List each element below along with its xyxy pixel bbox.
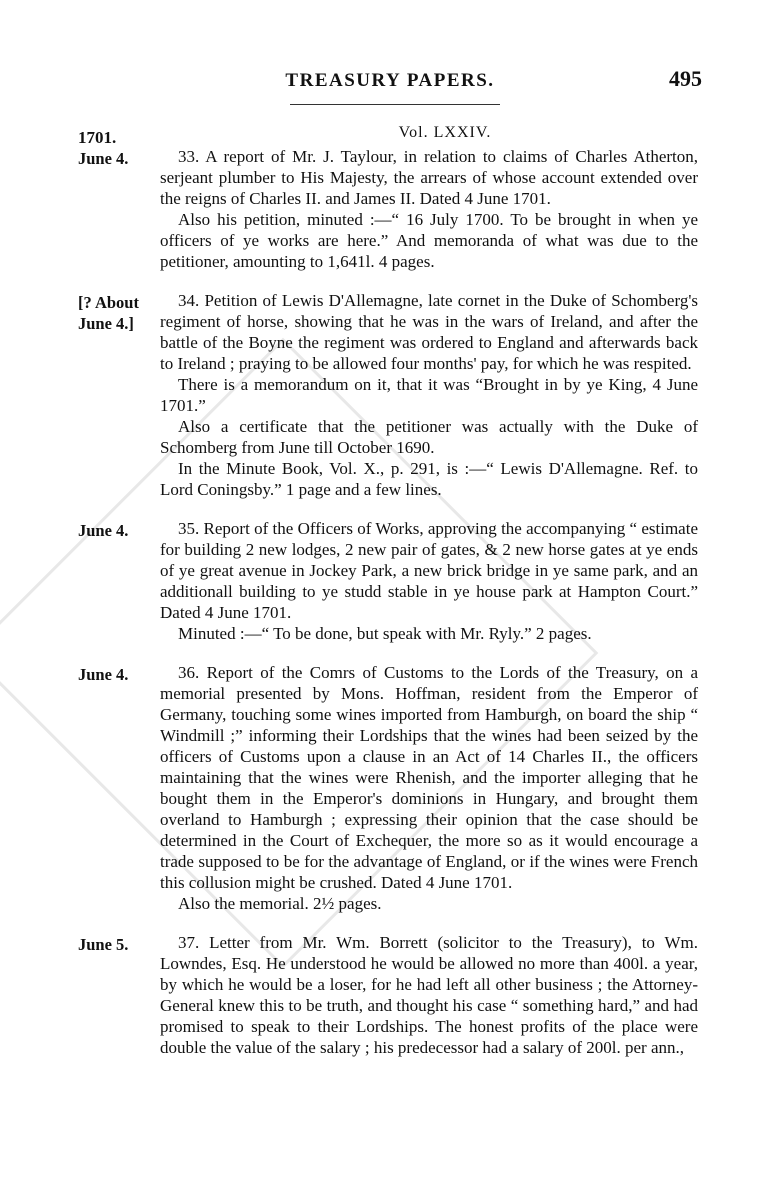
entry-paragraph: There is a memorandum on it, that it was “Brought in by ye King, 4 June 1701.” [160, 375, 698, 415]
entry-paragraph: 33. A report of Mr. J. Taylour, in relation to claims of Charles Atherton, serjeant plumber to His Majesty, the arrears of whose account extended over the reigns of Charles II. and James II. Dated 4 June 1701. [160, 147, 698, 208]
entry-paragraph: Also the memorial. 2½ pages. [178, 894, 382, 913]
entry-date: June 4. [78, 149, 129, 168]
entry-paragraph: In the Minute Book, Vol. X., p. 291, is :—“ Lewis D'Allemagne. Ref. to Lord Coningsby.” 1 page and a few lines. [160, 459, 698, 499]
entry-paragraph: 36. Report of the Comrs of Customs to the Lords of the Treasury, on a memorial presented by Mons. Hoffman, resident from the Emperor of Germany, touching some wines imported from Hamburgh, on board the ship “ Windmill ;” informing their Lordships that the wines had been seized by the officers of Customs upon a clause in an Act of 14 Charles II., the officers maintaining that the wines were Rhenish, and the importer alleging that he bought them in the Emperor's dominions in Hungary, and brought them overland to Hamburgh ; expressing their opinion that the case should be determined in the Court of Exchequer, the more so as it would encourage a trade supposed to be for the advantage of England, or if the wines were French this collusion might be crushed. Dated 4 June 1701. [160, 663, 698, 892]
entry-paragraph: 37. Letter from Mr. Wm. Borrett (solicitor to the Treasury), to Wm. Lowndes, Esq. He understood he would be allowed no more than 400l. a year, by which he would be a loser, for he had left all other business ; the Attorney-General knew this to be truth, and thought his case “ something hard,” and had promised to speak to their Lordships. The honest profits of the place were double the value of the salary ; his predecessor had a salary of 200l. per ann., [160, 933, 698, 1057]
entry-paragraph: Minuted :—“ To be done, but speak with Mr. Ryly.” 2 pages. [178, 624, 592, 643]
volume-heading: Vol. LXXIV. [398, 124, 492, 141]
entry-34 [78, 290, 698, 500]
year-label: 1701. [78, 128, 117, 147]
entry-date: June 4. [78, 521, 129, 540]
entry-paragraph: 34. Petition of Lewis D'Allemagne, late cornet in the Duke of Schomberg's regiment of horse, showing that he was in the wars of Ireland, and after the battle of the Boyne the regiment was ordered to England and afterwards back to Ireland ; praying to be allowed four months' pay, for which he was respited. [160, 291, 698, 373]
entry-date: June 5. [78, 935, 129, 954]
header-rule [290, 104, 500, 105]
entry-paragraph: Also his petition, minuted :—“ 16 July 1700. To be brought in when ye officers of ye works are here.” And memoranda of what was due to the petitioner, amounting to 1,641l. 4 pages. [160, 210, 698, 271]
entry-35 [78, 518, 698, 644]
page-header [78, 66, 702, 100]
entry-paragraph: Also a certificate that the petitioner was actually with the Duke of Schomberg from June till October 1690. [160, 417, 698, 457]
entry-date: [? About June 4.] [78, 293, 139, 333]
entry-date: June 4. [78, 665, 129, 684]
entry-paragraph: 35. Report of the Officers of Works, approving the accompanying “ estimate for building 2 new lodges, 2 new pair of gates, & 2 new horse gates at ye ends of ye great avenue in Jockey Park, a new brick bridge in ye same park, and an additionall building to ye studd stable in ye house park at Hampton Court.” Dated 4 June 1701. [160, 519, 698, 622]
page-number: 495 [669, 66, 702, 91]
entry-36 [78, 662, 698, 914]
entry-37 [78, 932, 698, 1058]
running-title: TREASURY PAPERS. [285, 70, 495, 91]
